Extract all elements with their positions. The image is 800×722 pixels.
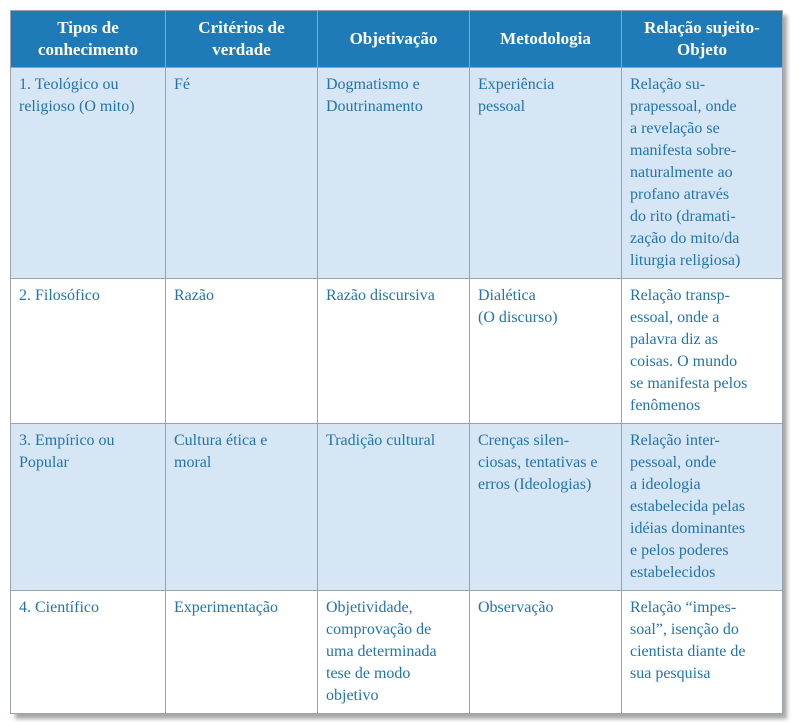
table-row <box>11 68 783 279</box>
header-objetivacao: Objetivação <box>318 11 470 68</box>
table-cell: Dialética (O discurso) <box>470 279 622 424</box>
header-tipos: Tipos de conhecimento <box>11 11 166 68</box>
table-cell: 1. Teológico ou religioso (O mito) <box>11 68 166 279</box>
table-cell: Fé <box>166 68 318 279</box>
table-row <box>11 591 783 714</box>
table-cell: 3. Empírico ou Popular <box>11 424 166 591</box>
table-cell: Cultura ética e moral <box>166 424 318 591</box>
table-cell: Dogmatismo e Doutrinamento <box>318 68 470 279</box>
table-cell: Razão <box>166 279 318 424</box>
table-cell: Relação “impes- soal”, isenção do cientista diante de sua pesquisa <box>622 591 783 714</box>
table-cell: Relação su- prapessoal, onde a revelação se manifesta sobre- naturalmente ao profano através do rito (dramati- zação do mito/da liturgia religiosa) <box>622 68 783 279</box>
table-row <box>11 279 783 424</box>
table-cell: 2. Filosófico <box>11 279 166 424</box>
header-criterios: Critérios de verdade <box>166 11 318 68</box>
table-cell: Tradição cultural <box>318 424 470 591</box>
header-relacao: Relação sujeito- Objeto <box>622 11 783 68</box>
knowledge-types-table-container <box>10 10 782 714</box>
table-cell: Observação <box>470 591 622 714</box>
table-cell: Razão discursiva <box>318 279 470 424</box>
header-metodologia: Metodologia <box>470 11 622 68</box>
table-header-row <box>11 11 783 68</box>
table-cell: Experiência pessoal <box>470 68 622 279</box>
table-cell: 4. Científico <box>11 591 166 714</box>
knowledge-types-table <box>10 10 783 714</box>
table-cell: Objetividade, comprovação de uma determinada tese de modo objetivo <box>318 591 470 714</box>
table-cell: Experimentação <box>166 591 318 714</box>
table-cell: Crenças silen- ciosas, tentativas e erros (Ideologias) <box>470 424 622 591</box>
table-row <box>11 424 783 591</box>
table-cell: Relação transp- essoal, onde a palavra diz as coisas. O mundo se manifesta pelos fenômenos <box>622 279 783 424</box>
table-cell: Relação inter- pessoal, onde a ideologia estabelecida pelas idéias dominantes e pelos poderes estabelecidos <box>622 424 783 591</box>
